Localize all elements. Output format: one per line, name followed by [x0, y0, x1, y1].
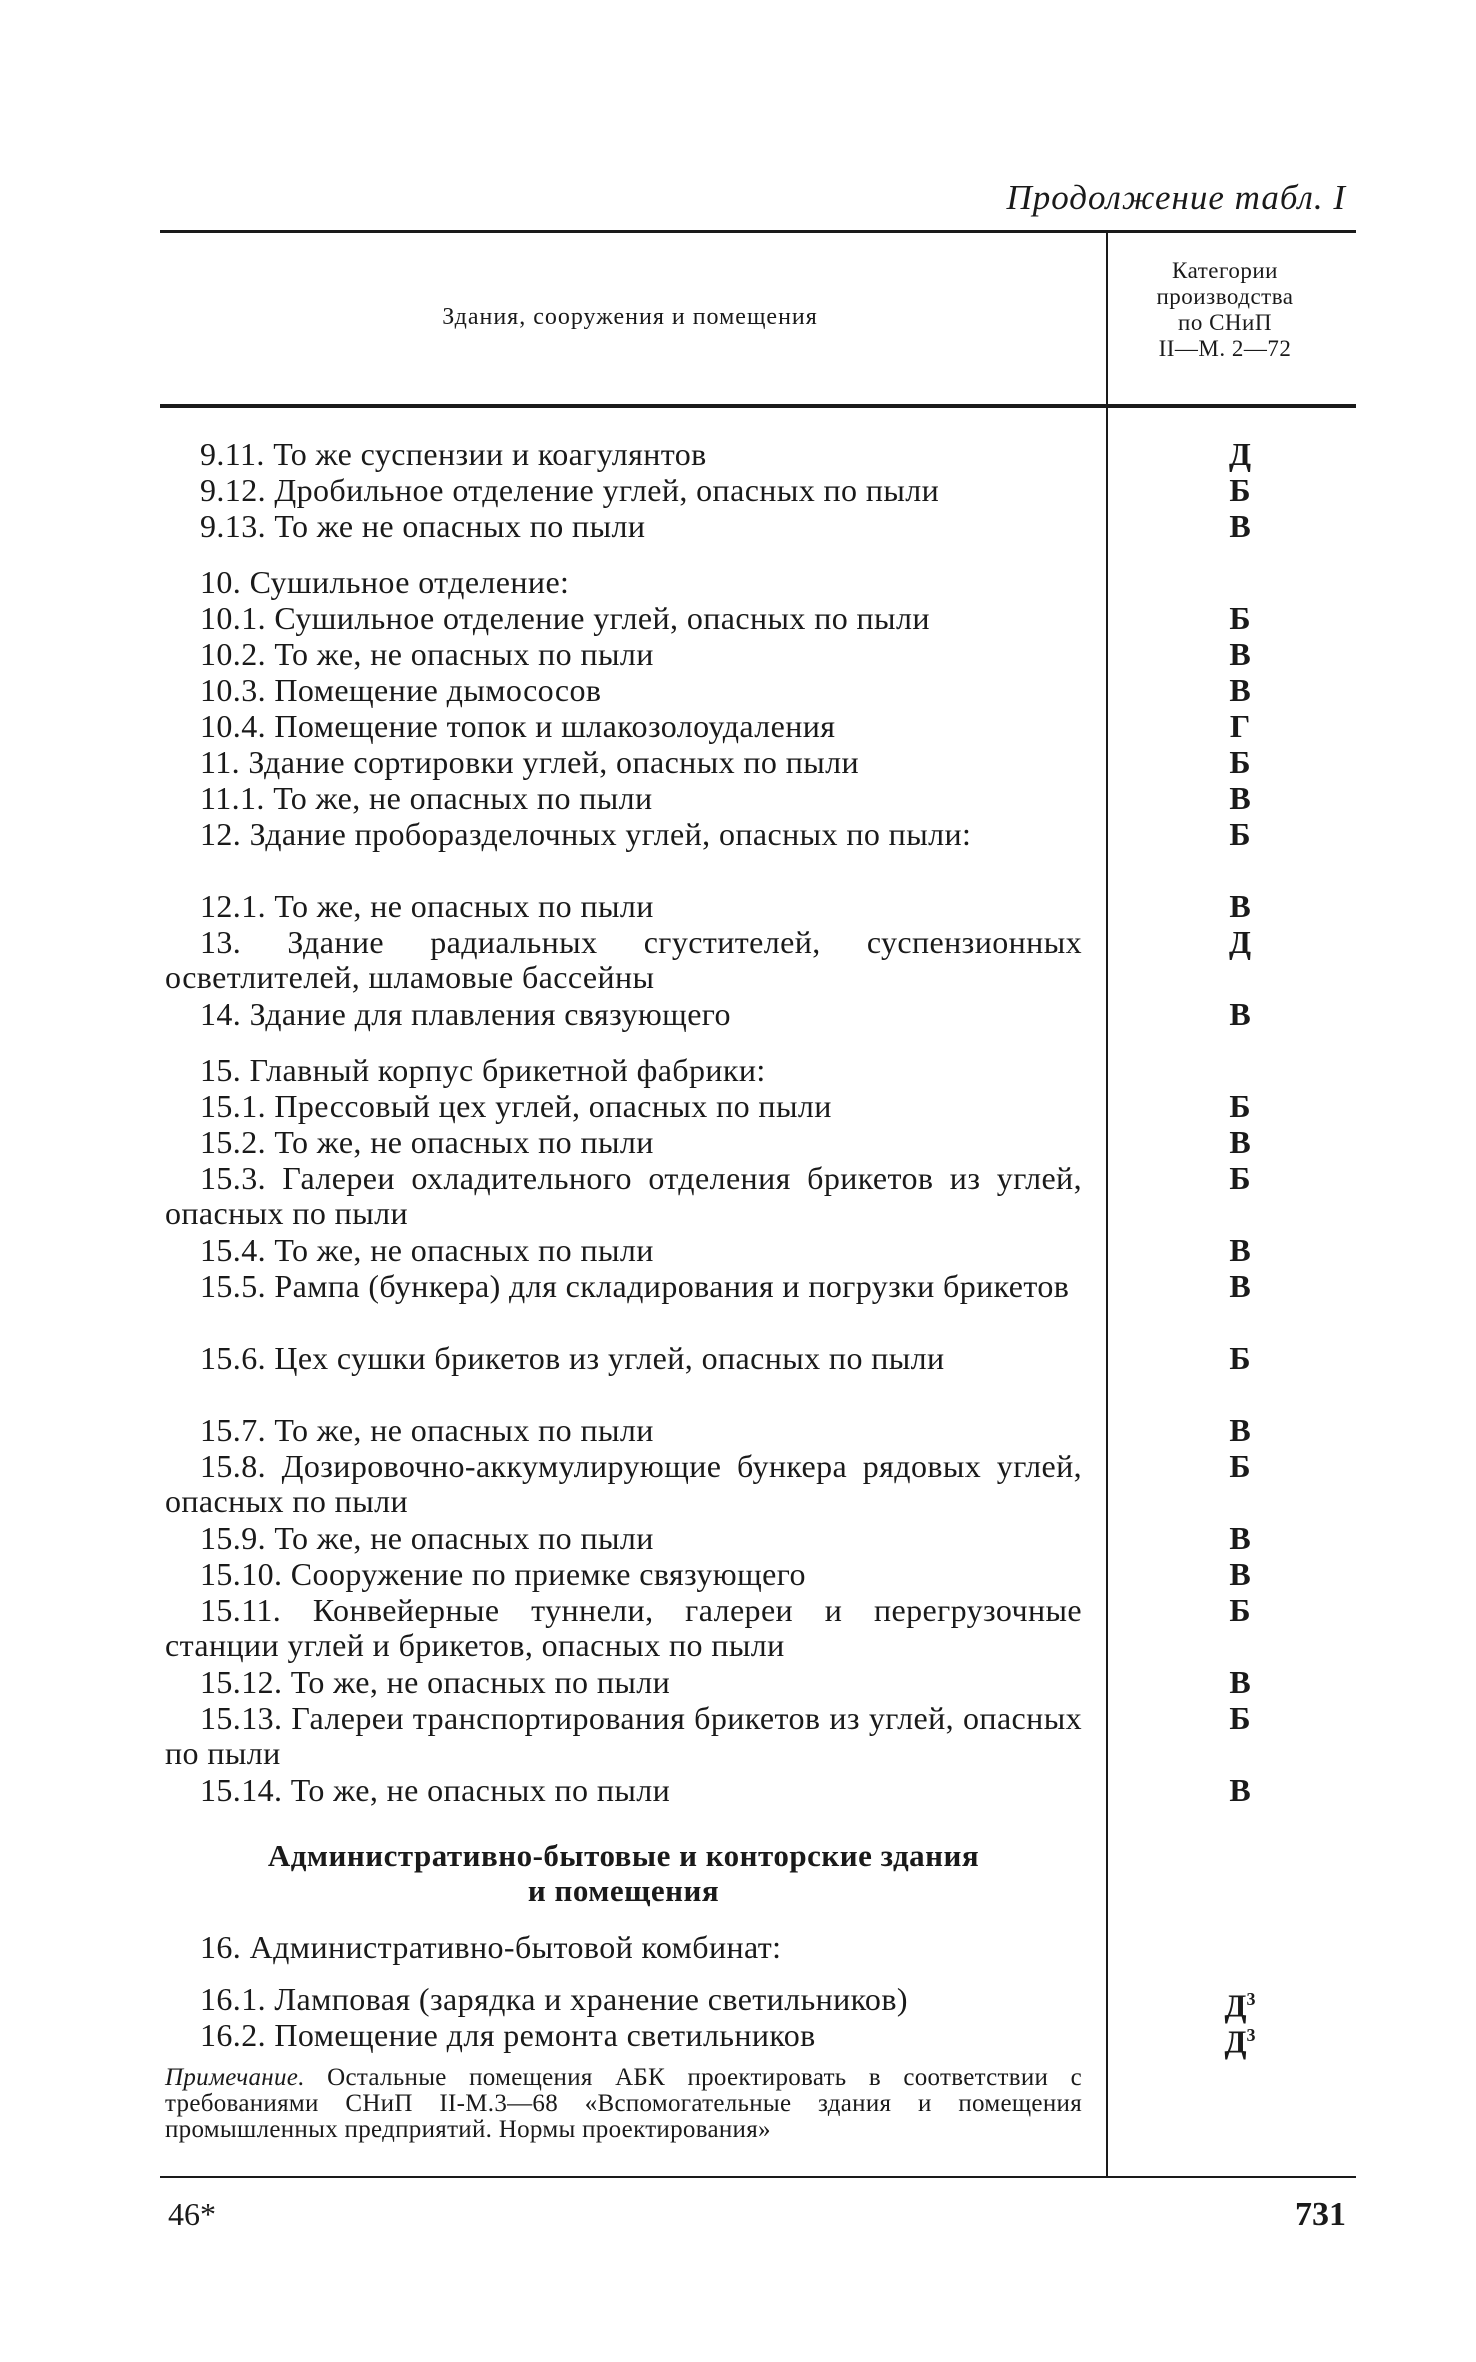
- header-category: Категории производства по СНиП II—М. 2—72: [1156, 258, 1294, 361]
- row-text: 16. Административно-бытовой комбинат:: [200, 1929, 782, 1965]
- row-category: Г: [1229, 708, 1251, 744]
- row-text: 15.7. То же, не опасных по пыли: [200, 1412, 654, 1448]
- row-category: В: [1229, 1520, 1251, 1556]
- row-text: 15.13. Галереи транспортирования брикетов из углей, опасных по пыли: [165, 1700, 1082, 1771]
- row-text: 9.12. Дробильное отделение углей, опасных по пыли: [200, 472, 940, 508]
- table-bottom-rule: [160, 2176, 1356, 2178]
- row-category: В: [1229, 1664, 1251, 1700]
- row-category: В: [1229, 888, 1251, 924]
- row-category: Б: [1229, 1592, 1251, 1628]
- row-category: В: [1229, 1412, 1251, 1448]
- row-category: Б: [1229, 472, 1251, 508]
- row-text: 10.4. Помещение топок и шлакозолоудаления: [200, 708, 836, 744]
- header-buildings: Здания, сооружения и помещения: [442, 303, 818, 330]
- row-text: 11.1. То же, не опасных по пыли: [200, 780, 653, 816]
- row-category: В: [1229, 1124, 1251, 1160]
- row-text: 9.13. То же не опасных по пыли: [200, 508, 646, 544]
- row-category: Д: [1228, 924, 1251, 960]
- row-category: В: [1229, 1232, 1251, 1268]
- row-text: 13. Здание радиальных сгустителей, суспензионных осветлителей, шламовые бассейны: [165, 924, 1082, 995]
- row-text: 10.2. То же, не опасных по пыли: [200, 636, 654, 672]
- row-text: 15.5. Рампа (бункера) для складирования и погрузки брикетов: [200, 1268, 1070, 1304]
- row-category: Б: [1229, 600, 1251, 636]
- row-text: 15.14. То же, не опасных по пыли: [200, 1772, 671, 1808]
- row-category: В: [1229, 1772, 1251, 1808]
- table-column-divider: [1106, 232, 1108, 2176]
- row-category: В: [1229, 996, 1251, 1032]
- row-text: 10.1. Сушильное отделение углей, опасных по пыли: [200, 600, 930, 636]
- row-text: 9.11. То же суспензии и коагулянтов: [200, 436, 707, 472]
- category-superscript: 3: [1246, 2025, 1256, 2045]
- row-text: 15.8. Дозировочно-аккумулирующие бункера рядовых углей, опасных по пыли: [165, 1448, 1082, 1519]
- row-category: Б: [1229, 1700, 1251, 1736]
- row-text: 15.9. То же, не опасных по пыли: [200, 1520, 654, 1556]
- note-body: Остальные помещения АБК проектировать в соответствии с требованиями СНиП II-М.3—68 «Вспомогательные здания и помещения промышленных предприятий. Нормы проектирования»: [165, 2064, 1082, 2143]
- row-category: В: [1229, 1556, 1251, 1592]
- row-text: 15.1. Прессовый цех углей, опасных по пыли: [200, 1088, 832, 1124]
- row-text: 14. Здание для плавления связующего: [200, 996, 731, 1032]
- row-category: В: [1229, 780, 1251, 816]
- row-category: Б: [1229, 1088, 1251, 1124]
- row-text: 15.6. Цех сушки брикетов из углей, опасных по пыли: [200, 1340, 945, 1376]
- continuation-title: Продолжение табл. I: [1006, 178, 1346, 217]
- row-category: В: [1229, 672, 1251, 708]
- row-category: Б: [1229, 1340, 1251, 1376]
- category-superscript: 3: [1246, 1989, 1256, 2009]
- row-text: 15.2. То же, не опасных по пыли: [200, 1124, 654, 1160]
- row-category: Б: [1229, 1448, 1251, 1484]
- row-category: Б: [1229, 744, 1251, 780]
- row-category: [1205, 2018, 1275, 2060]
- row-category: В: [1229, 508, 1251, 544]
- row-text: 11. Здание сортировки углей, опасных по пыли: [200, 744, 860, 780]
- page-number: 731: [1295, 2196, 1346, 2233]
- category-letter: Д: [1224, 2023, 1247, 2060]
- row-category: В: [1229, 1268, 1251, 1304]
- row-text: 15. Главный корпус брикетной фабрики:: [200, 1052, 766, 1088]
- row-text: 15.11. Конвейерные туннели, галереи и перегрузочные станции углей и брикетов, опасных по пыли: [165, 1592, 1082, 1663]
- row-text: 16.2. Помещение для ремонта светильников: [200, 2017, 816, 2053]
- row-text: 15.12. То же, не опасных по пыли: [200, 1664, 671, 1700]
- row-category: Б: [1229, 1160, 1251, 1196]
- row-text: 16.1. Ламповая (зарядка и хранение светильников): [200, 1981, 908, 2017]
- footer-signature-mark: 46*: [168, 2196, 216, 2232]
- row-category: В: [1229, 636, 1251, 672]
- section-heading: Административно-бытовые и конторские здания и помещения: [267, 1838, 980, 1908]
- row-text: 10.3. Помещение дымососов: [200, 672, 602, 708]
- row-text: 15.4. То же, не опасных по пыли: [200, 1232, 654, 1268]
- table-note: [165, 2065, 1082, 2143]
- category-letter: Д: [1224, 1987, 1247, 2024]
- table-header-rule: [160, 404, 1356, 408]
- row-text: 15.3. Галереи охладительного отделения брикетов из углей, опасных по пыли: [165, 1160, 1082, 1231]
- row-category: Д: [1228, 436, 1251, 472]
- note-lead: Примечание.: [165, 2064, 305, 2091]
- row-text: 10. Сушильное отделение:: [200, 564, 570, 600]
- row-text: 12.1. То же, не опасных по пыли: [200, 888, 654, 924]
- row-text: 15.10. Сооружение по приемке связующего: [200, 1556, 806, 1592]
- row-text: 12. Здание проборазделочных углей, опасных по пыли:: [200, 816, 972, 852]
- row-category: Б: [1229, 816, 1251, 852]
